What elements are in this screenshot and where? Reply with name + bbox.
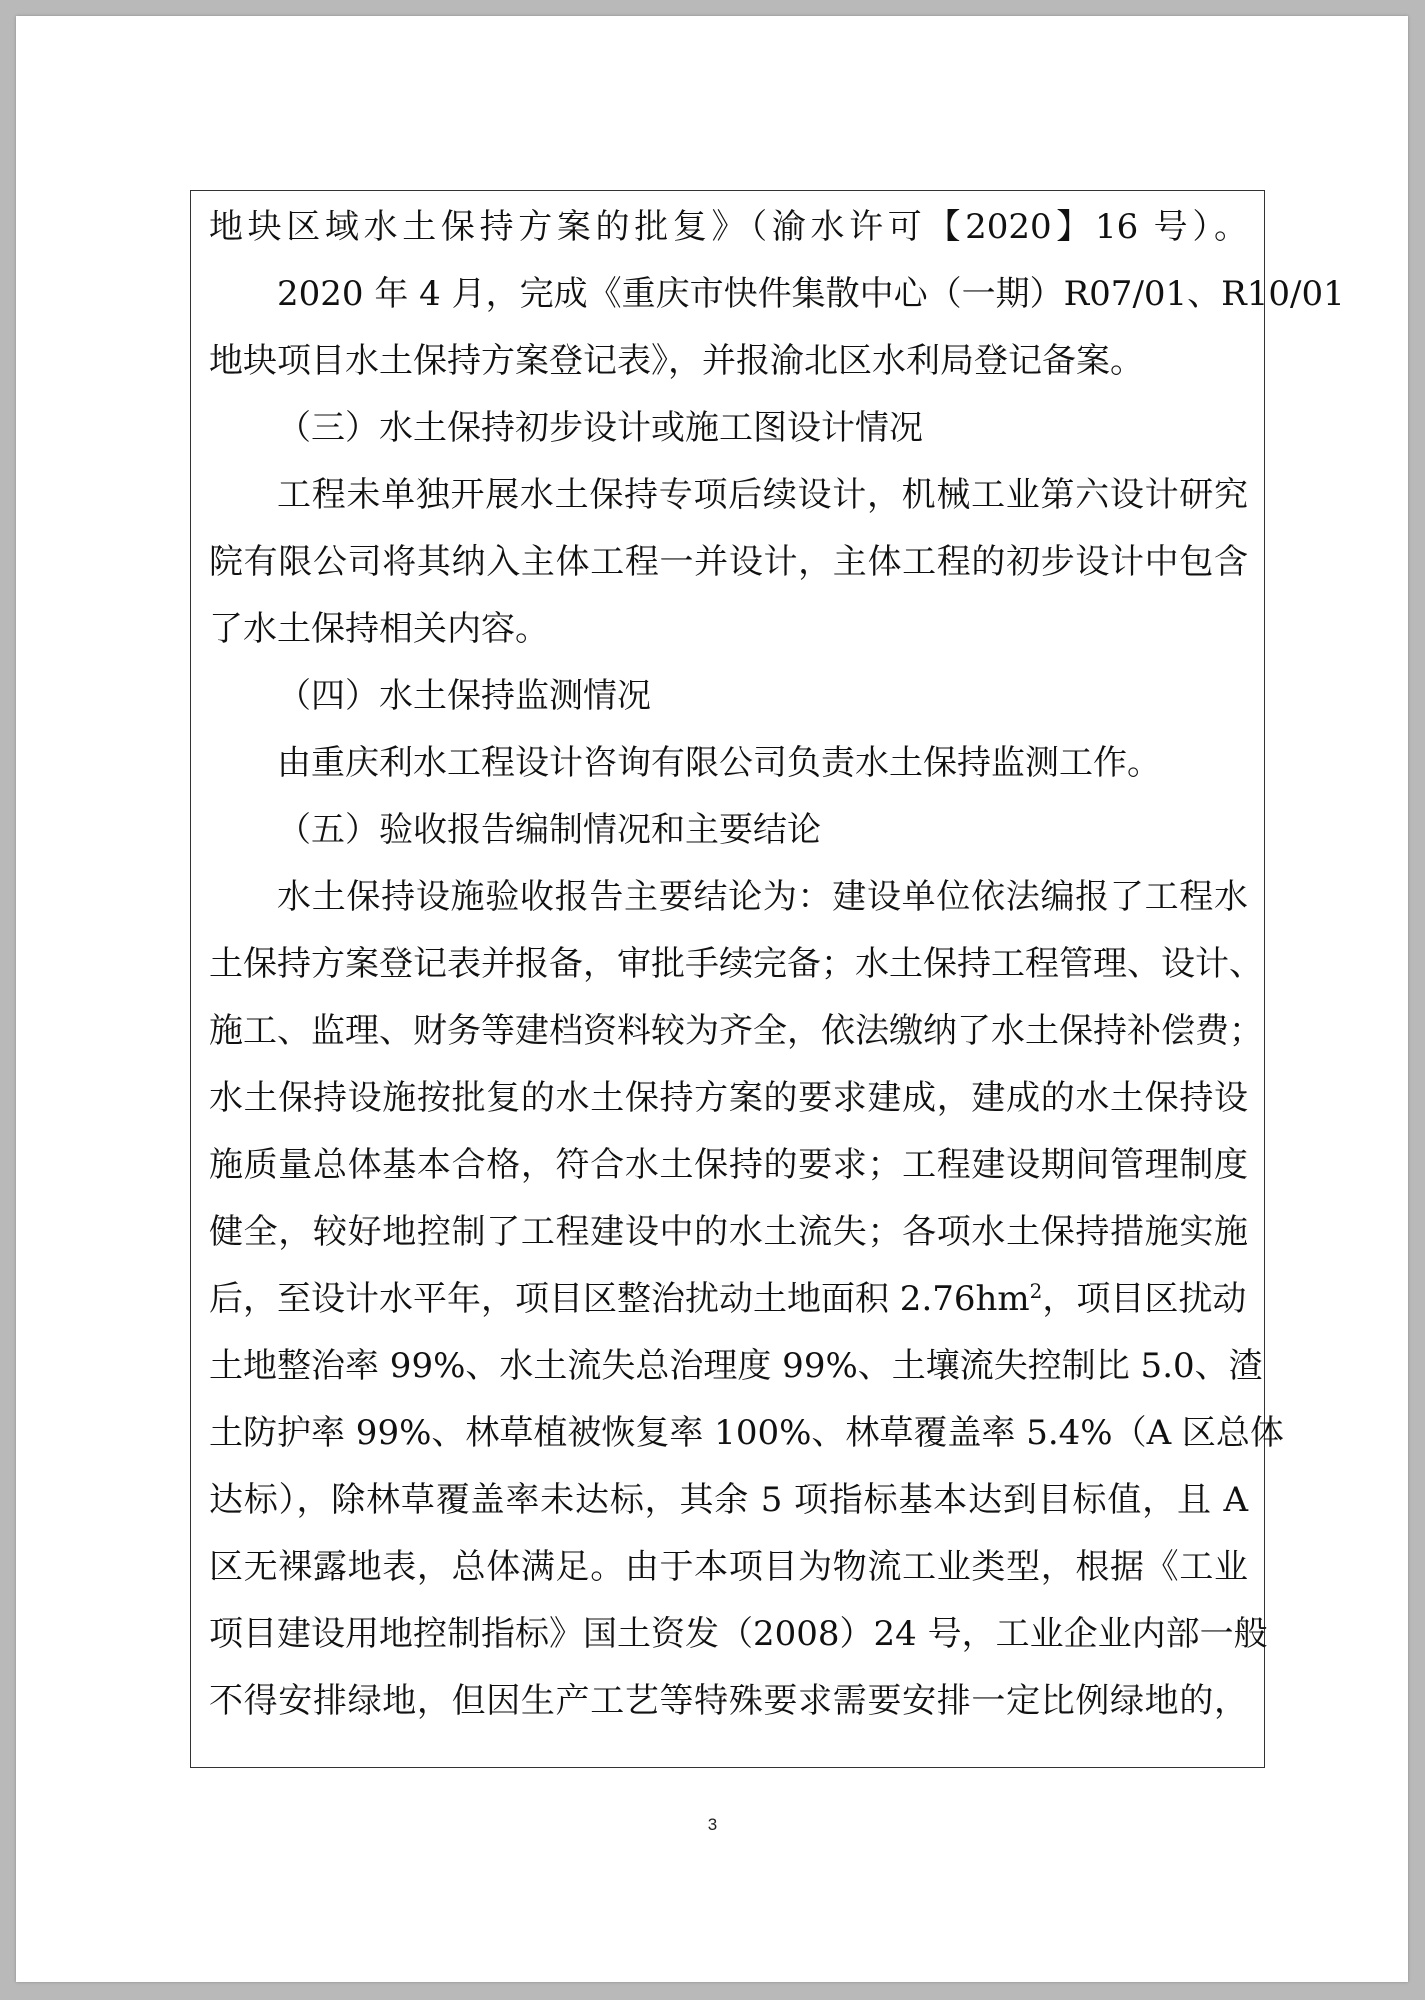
section-heading-3: （三）水土保持初步设计或施工图设计情况 <box>277 408 923 448</box>
paragraph-line-12: 土保持方案登记表并报备，审批手续完备；水土保持工程管理、设计、 <box>209 944 1263 984</box>
paragraph-line-22: 项目建设用地控制指标》国土资发（2008）24 号，工业企业内部一般 <box>209 1614 1268 1654</box>
line-17-tail: ，项目区扰动 <box>1042 1279 1247 1319</box>
paragraph-line-13: 施工、监理、财务等建档资料较为齐全，依法缴纳了水土保持补偿费； <box>209 1011 1263 1051</box>
paragraph-line-19: 土防护率 99%、林草植被恢复率 100%、林草覆盖率 5.4%（A 区总体 <box>209 1413 1284 1453</box>
paragraph-line-2: 2020 年 4 月，完成《重庆市快件集散中心（一期）R07/01、R10/01 <box>277 274 1345 314</box>
page-number: 3 <box>707 1815 718 1834</box>
paragraph-line-1: 地块区域水土保持方案的批复》（渝水许可【2020】16 号）。 <box>209 207 1248 247</box>
area-unit-superscript: 2 <box>1029 1279 1043 1303</box>
paragraph-line-11: 水土保持设施验收报告主要结论为：建设单位依法编报了工程水 <box>277 877 1248 917</box>
paragraph-line-9: 由重庆利水工程设计咨询有限公司负责水土保持监测工作。 <box>277 743 1161 783</box>
paragraph-line-6: 院有限公司将其纳入主体工程一并设计，主体工程的初步设计中包含 <box>209 542 1248 582</box>
line-17-text: 后，至设计水平年，项目区整治扰动土地面积 2.76hm <box>209 1279 1030 1319</box>
paragraph-line-17 <box>209 1279 1246 1319</box>
document-page <box>16 16 1408 1982</box>
paragraph-line-5: 工程未单独开展水土保持专项后续设计，机械工业第六设计研究 <box>277 475 1248 515</box>
paragraph-line-3: 地块项目水土保持方案登记表》，并报渝北区水利局登记备案。 <box>209 341 1144 381</box>
section-heading-5: （五）验收报告编制情况和主要结论 <box>277 810 821 850</box>
paragraph-line-15: 施质量总体基本合格，符合水土保持的要求；工程建设期间管理制度 <box>209 1145 1248 1185</box>
paragraph-line-7: 了水土保持相关内容。 <box>209 609 549 649</box>
section-heading-4: （四）水土保持监测情况 <box>277 676 651 716</box>
content-frame <box>190 190 1345 1768</box>
paragraph-line-23: 不得安排绿地，但因生产工艺等特殊要求需要安排一定比例绿地的， <box>209 1681 1248 1721</box>
paragraph-line-14: 水土保持设施按批复的水土保持方案的要求建成，建成的水土保持设 <box>209 1078 1248 1118</box>
paragraph-line-16: 健全，较好地控制了工程建设中的水土流失；各项水土保持措施实施 <box>209 1212 1248 1252</box>
paragraph-line-21: 区无裸露地表，总体满足。由于本项目为物流工业类型，根据《工业 <box>209 1547 1248 1587</box>
paragraph-line-20: 达标），除林草覆盖率未达标，其余 5 项指标基本达到目标值，且 A <box>209 1480 1248 1520</box>
paragraph-line-18: 土地整治率 99%、水土流失总治理度 99%、土壤流失控制比 5.0、渣 <box>209 1346 1263 1386</box>
